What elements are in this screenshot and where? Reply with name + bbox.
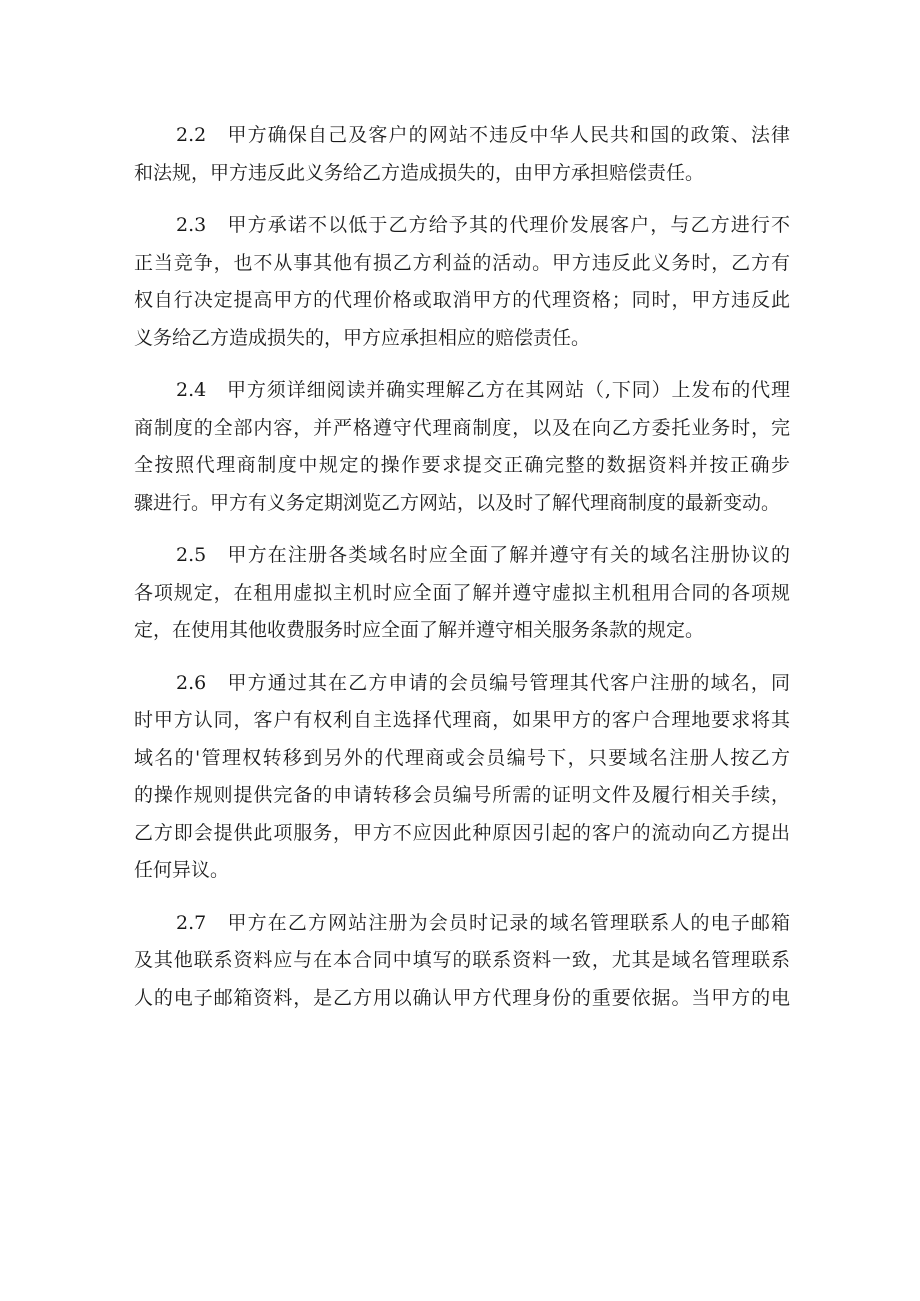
clause-2-2 xyxy=(134,117,790,192)
text-line: 人的电子邮箱资料，是乙方用以确认甲方代理身份的重要依据。当甲方的电 xyxy=(134,986,790,1009)
text-line: 2.3 甲方承诺不以低于乙方给予其的代理价发展客户，与乙方进行不 xyxy=(176,214,790,236)
clause-2-7 xyxy=(134,905,790,1018)
text-line: 和法规，甲方违反此义务给乙方造成损失的，由甲方承担赔偿责任。 xyxy=(134,161,705,184)
text-line: 全按照代理商制度中规定的操作要求提交正确完整的数据资料并按正确步 xyxy=(134,454,790,476)
text-line: 正当竞争，也不从事其他有损乙方利益的活动。甲方违反此义务时，乙方有 xyxy=(134,251,790,274)
text-line: 域名的'管理权转移到另外的代理商或会员编号下，只要域名注册人按乙方 xyxy=(134,746,790,769)
text-line: 2.5 甲方在注册各类域名时应全面了解并遵守有关的域名注册协议的 xyxy=(176,544,790,566)
text-line: 的操作规则提供完备的申请转移会员编号所需的证明文件及履行相关手续， xyxy=(134,784,790,806)
text-line: 时甲方认同，客户有权利自主选择代理商，如果甲方的客户合理地要求将其 xyxy=(134,709,790,731)
clause-2-4 xyxy=(134,372,790,522)
clause-2-6 xyxy=(134,665,790,890)
text-line: 2.4 甲方须详细阅读并确实理解乙方在其网站（,下同）上发布的代理 xyxy=(176,379,790,401)
text-line: 2.7 甲方在乙方网站注册为会员时记录的域名管理联系人的电子邮箱 xyxy=(176,911,790,934)
clause-2-5 xyxy=(134,537,790,650)
text-line: 乙方即会提供此项服务，甲方不应因此种原因引起的客户的流动向乙方提出 xyxy=(134,821,790,844)
document-body xyxy=(134,117,790,1032)
text-line: 商制度的全部内容，并严格遵守代理商制度，以及在向乙方委托业务时，完 xyxy=(134,416,790,439)
text-line: 义务给乙方造成损失的，甲方应承担相应的赔偿责任。 xyxy=(134,326,591,349)
text-line: 定，在使用其他收费服务时应全面了解并遵守相关服务条款的规定。 xyxy=(134,619,705,641)
text-line: 任何异议。 xyxy=(134,859,230,881)
text-line: 及其他联系资料应与在本合同中填写的联系资料一致，尤其是域名管理联系 xyxy=(134,949,790,971)
text-line: 2.6 甲方通过其在乙方申请的会员编号管理其代客户注册的域名，同 xyxy=(176,671,790,694)
clause-2-3 xyxy=(134,207,790,357)
text-line: 各项规定，在租用虚拟主机时应全面了解并遵守虚拟主机租用合同的各项规 xyxy=(134,581,790,604)
text-line: 权自行决定提高甲方的代理价格或取消甲方的代理资格；同时，甲方违反此 xyxy=(134,289,790,311)
text-line: 骤进行。甲方有义务定期浏览乙方网站，以及时了解代理商制度的最新变动。 xyxy=(134,491,781,514)
text-line: 2.2 甲方确保自己及客户的网站不违反中华人民共和国的政策、法律 xyxy=(176,124,790,146)
